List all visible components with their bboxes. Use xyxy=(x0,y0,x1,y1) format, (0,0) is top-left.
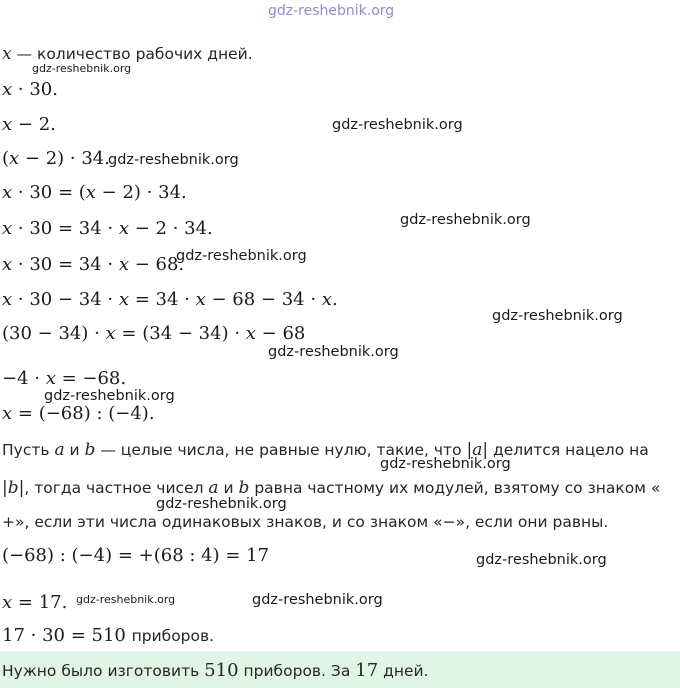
equation-4: x · 30 − 34 · x = 34 · x − 68 − 34 · x. xyxy=(2,289,338,310)
calculation: (−68) : (−4) = +(68 : 4) = 17 xyxy=(2,545,270,566)
total-devices: 17 · 30 = 510 приборов. xyxy=(2,625,215,646)
watermark: gdz-reshebnik.org xyxy=(108,152,239,168)
equation-1: x · 30 = (x − 2) · 34. xyxy=(2,182,187,203)
watermark: gdz-reshebnik.org xyxy=(252,592,383,608)
answer-box xyxy=(0,651,680,688)
equation-5: (30 − 34) · x = (34 − 34) · x − 68 xyxy=(2,323,306,344)
watermark: gdz-reshebnik.org xyxy=(176,248,307,264)
equation-3: x · 30 = 34 · x − 68. xyxy=(2,254,185,275)
result-x: x = 17. xyxy=(2,592,68,613)
equation-2: x · 30 = 34 · x − 2 · 34. xyxy=(2,218,213,239)
watermark-top: gdz-reshebnik.org xyxy=(268,3,395,19)
division-rule-line-2: |b|, тогда частное чисел a и b равна частному их модулей, взятому со знаком « xyxy=(2,478,661,498)
equation-7: x = (−68) : (−4). xyxy=(2,403,155,424)
watermark: gdz-reshebnik.org xyxy=(400,212,531,228)
watermark: gdz-reshebnik.org xyxy=(492,308,623,324)
watermark: gdz-reshebnik.org xyxy=(332,117,463,133)
step-new-rate: (x − 2) · 34. xyxy=(2,148,110,169)
step-days: x − 2. xyxy=(2,114,56,135)
answer-text: Нужно было изготовить 510 приборов. За 17 дней. xyxy=(2,660,429,681)
step-rate: x · 30. xyxy=(2,79,58,100)
watermark: gdz-reshebnik.org xyxy=(476,552,607,568)
definition-line: x — количество рабочих дней. xyxy=(2,44,253,64)
watermark: gdz-reshebnik.org xyxy=(44,388,175,404)
division-rule-line-3: +», если эти числа одинаковых знаков, и со знаком «−», если они равны. xyxy=(2,513,609,531)
division-rule-line-1: Пусть a и b — целые числа, не равные нулю, такие, что |a| делится нацело на xyxy=(2,440,649,460)
watermark: gdz-reshebnik.org xyxy=(156,496,287,512)
watermark: gdz-reshebnik.org xyxy=(380,456,511,472)
equation-6: −4 · x = −68. xyxy=(2,368,127,389)
watermark: gdz-reshebnik.org xyxy=(32,62,132,75)
watermark: gdz-reshebnik.org xyxy=(76,593,176,606)
watermark: gdz-reshebnik.org xyxy=(268,344,399,360)
